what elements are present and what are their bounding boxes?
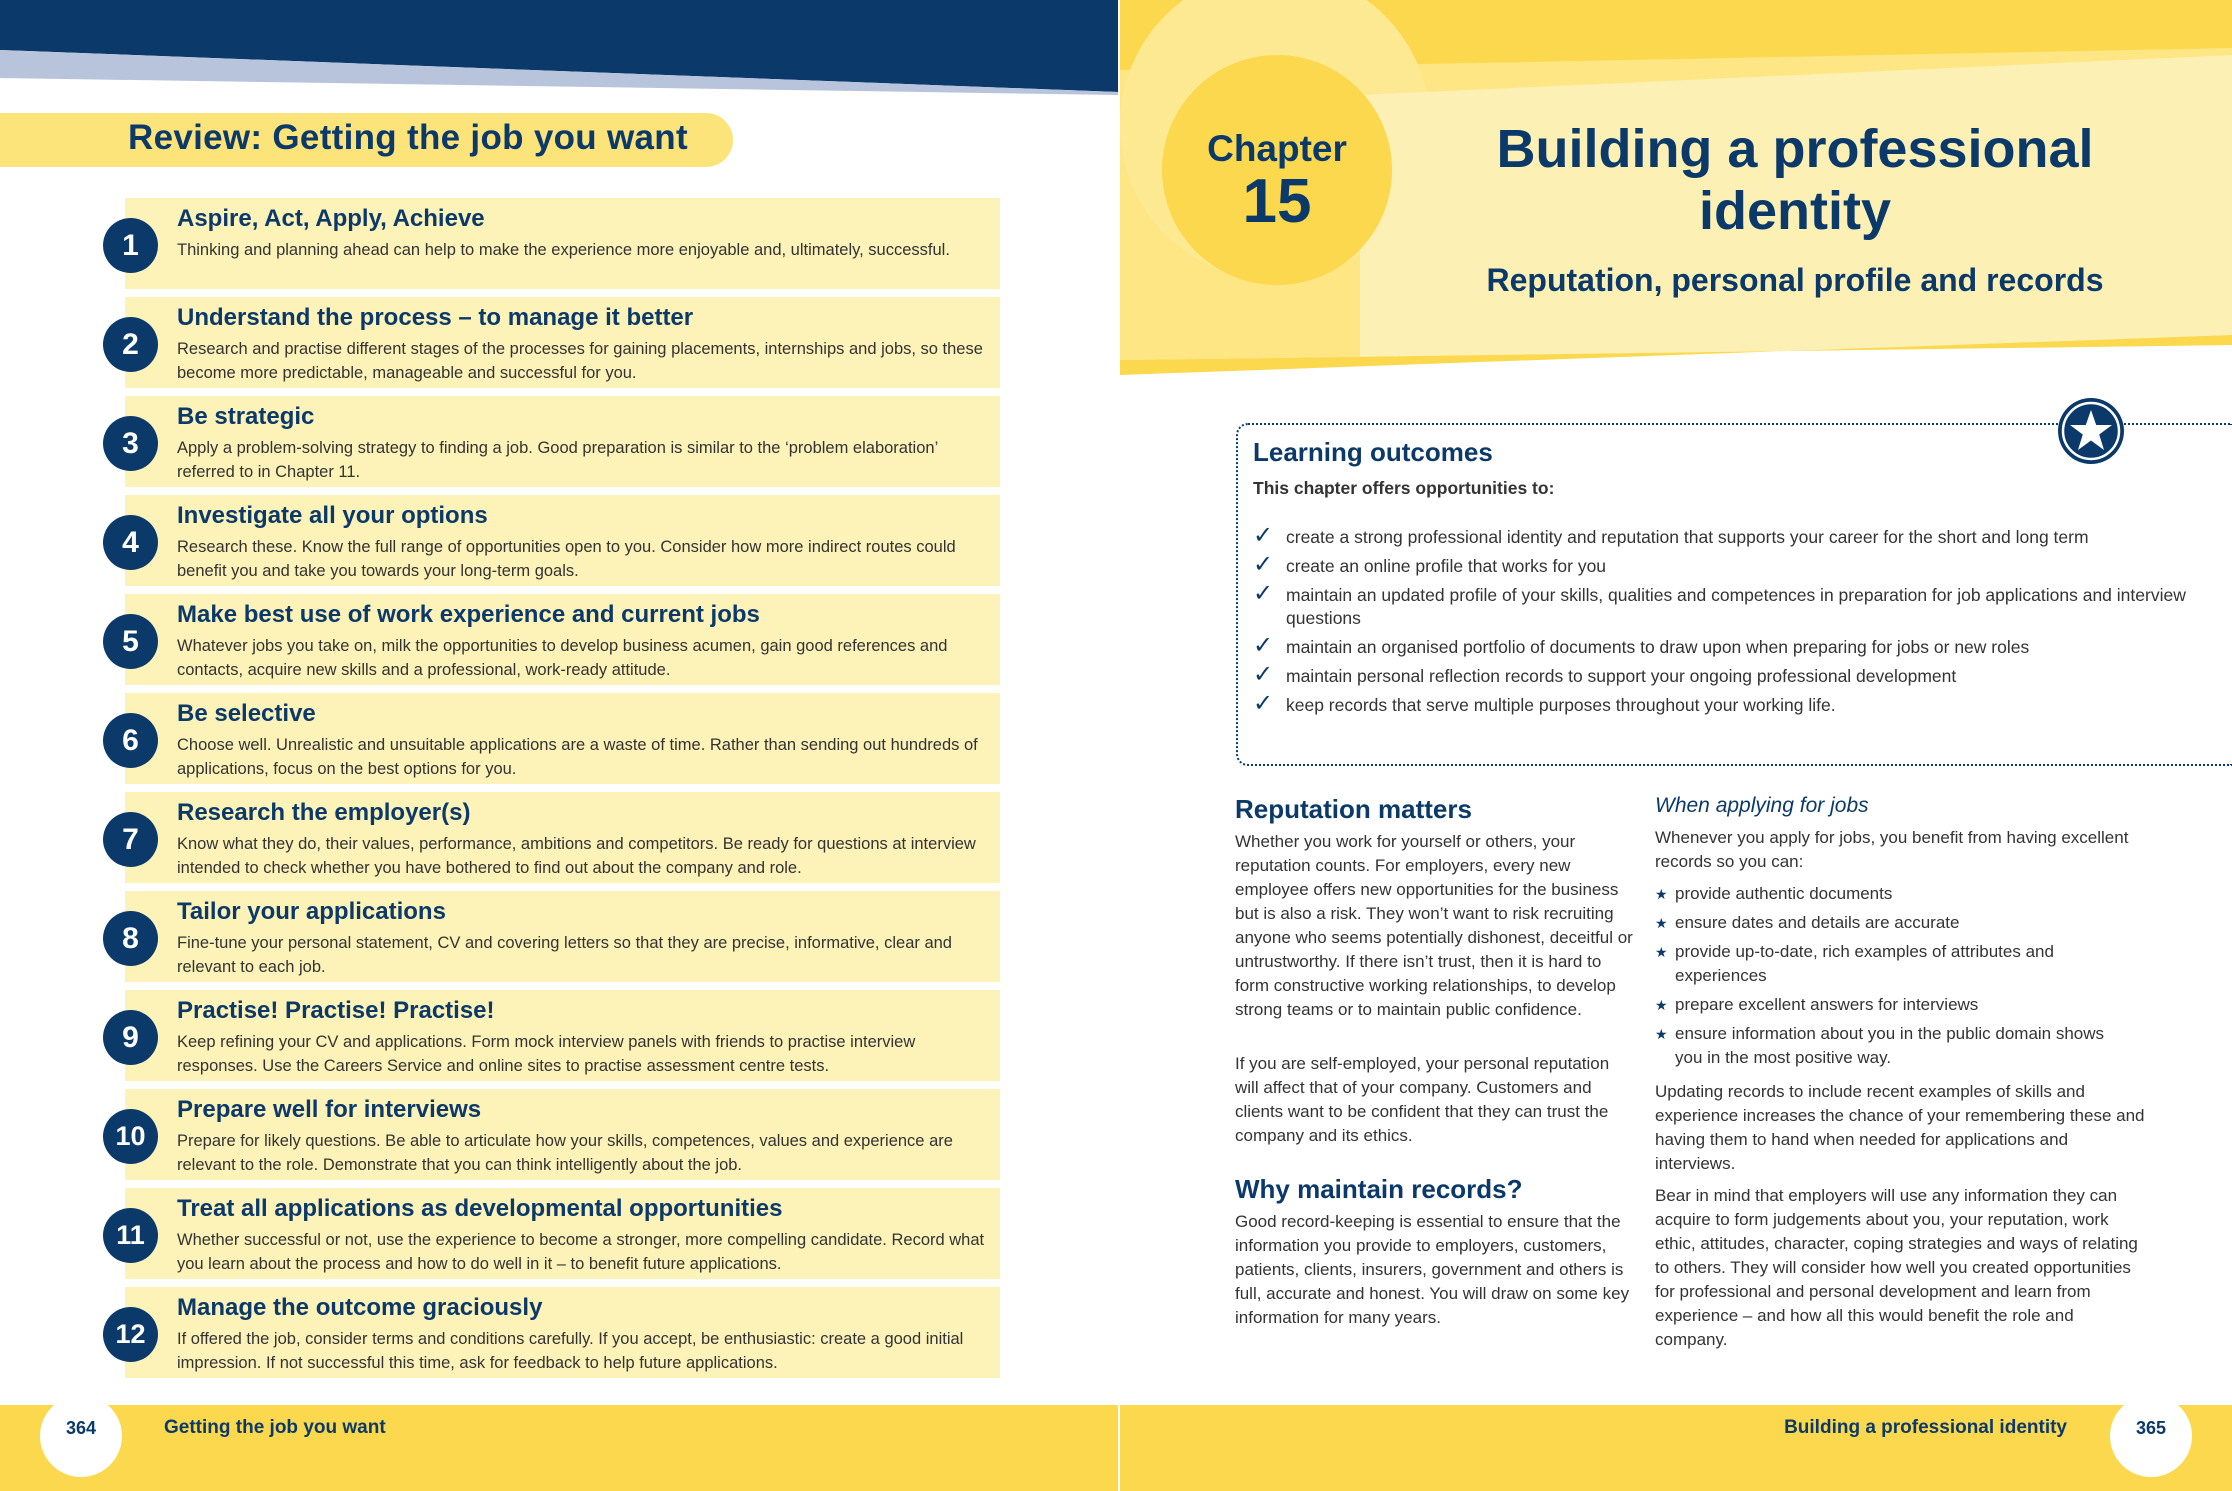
applying-heading: When applying for jobs xyxy=(1655,794,1869,817)
review-item-number: 10 xyxy=(103,1109,158,1164)
left-page-number: 364 xyxy=(65,1418,97,1438)
checkmark-icon: ✓ xyxy=(1253,522,1274,549)
applying-list-text: ensure information about you in the public domain shows you in the most positive way. xyxy=(1675,1024,2105,1067)
review-item-title: Investigate all your options xyxy=(177,502,488,529)
applying-list-item xyxy=(1655,911,2135,935)
review-item xyxy=(0,196,1000,289)
learning-outcome-text: create an online profile that works for you xyxy=(1286,556,1607,576)
learning-outcomes-intro: This chapter offers opportunities to: xyxy=(1253,478,1555,498)
reputation-heading: Reputation matters xyxy=(1235,794,1472,824)
applying-list-text: prepare excellent answers for interviews xyxy=(1675,995,1979,1014)
review-item xyxy=(0,1186,1000,1279)
learning-outcome-item xyxy=(1253,580,2213,630)
checkmark-icon: ✓ xyxy=(1253,551,1274,578)
reputation-paragraph: If you are self-employed, your personal reputation will affect that of your company. Customers and clients want to be confident that they can trust the company and its ethics. xyxy=(1235,1054,1610,1145)
checkmark-icon: ✓ xyxy=(1253,580,1274,607)
review-item-body: Whatever jobs you take on, milk the opportunities to develop business acumen, gain good references and contacts, acquire new skills and a professional, work-ready attitude. xyxy=(177,637,948,679)
review-item-number: 7 xyxy=(103,812,158,867)
review-item-title: Tailor your applications xyxy=(177,898,446,925)
star-icon xyxy=(2058,398,2124,464)
review-item-number: 6 xyxy=(103,713,158,768)
applying-intro: Whenever you apply for jobs, you benefit from having excellent records so you can: xyxy=(1655,828,2129,871)
checkmark-icon: ✓ xyxy=(1253,661,1274,688)
bullet-star-icon: ★ xyxy=(1655,944,1668,960)
review-item xyxy=(0,1087,1000,1180)
learning-outcome-text: maintain an updated profile of your skills, qualities and competences in preparation for job applications and interview questions xyxy=(1286,585,2186,628)
applying-list-item xyxy=(1655,1022,2135,1070)
review-item-title: Make best use of work experience and current jobs xyxy=(177,601,760,628)
right-page-number: 365 xyxy=(2135,1418,2167,1438)
review-item-body: Research and practise different stages of the processes for gaining placements, internships and jobs, so these become more predictable, manageable and successful for you. xyxy=(177,340,983,382)
reputation-paragraph: Whether you work for yourself or others, your reputation counts. For employers, every new employee offers new opportunities for the business but is also a risk. They won’t want to risk recruiting anyone who seems potentially dishonest, deceitful or untrustworthy. If there isn’t trust, then it is hard to form constructive working relationships, to develop strong teams or to maintain public confidence. xyxy=(1235,832,1633,1019)
applying-list-text: provide up-to-date, rich examples of attributes and experiences xyxy=(1675,942,2054,985)
records-heading: Why maintain records? xyxy=(1235,1174,1523,1204)
chapter-label: Chapter xyxy=(1207,128,1347,169)
learning-outcome-item xyxy=(1253,690,2213,717)
review-item-body: Keep refining your CV and applications. Form mock interview panels with friends to practise interview responses. Use the Careers Service and online sites to practise assessment centre tests. xyxy=(177,1033,916,1075)
right-running-title: Building a professional identity xyxy=(1784,1417,2067,1438)
review-item xyxy=(0,790,1000,883)
right-page xyxy=(1120,0,2232,1491)
applying-paragraph: Bear in mind that employers will use any information they can acquire to form judgements about you, your reputation, work ethic, attitudes, character, coping strategies and ways of relating to others. They will consider how well you created opportunities for professional and personal development and learn from experience – and how all this would benefit the role and company. xyxy=(1655,1186,2138,1349)
applying-paragraph: Updating records to include recent examples of skills and experience increases the chance of your remembering these and having them to hand when needed for applications and interviews. xyxy=(1655,1082,2145,1173)
review-item xyxy=(0,691,1000,784)
review-item-number: 5 xyxy=(103,614,158,669)
applying-list-item xyxy=(1655,940,2135,988)
applying-list-item xyxy=(1655,993,2135,1017)
review-item xyxy=(0,988,1000,1081)
review-item-body: If offered the job, consider terms and conditions carefully. If you accept, be enthusiastic: create a good initial impression. If not successful this time, ask for feedback to help future applications. xyxy=(177,1330,964,1372)
review-item-title: Research the employer(s) xyxy=(177,799,471,826)
review-item-number: 3 xyxy=(103,416,158,471)
bullet-star-icon: ★ xyxy=(1655,886,1668,902)
chapter-title: Building a professional identity xyxy=(1496,119,2094,241)
review-item-number: 12 xyxy=(103,1307,158,1362)
learning-outcome-item xyxy=(1253,661,2213,688)
review-item-title: Treat all applications as developmental opportunities xyxy=(177,1195,783,1222)
chapter-subtitle: Reputation, personal profile and records xyxy=(1486,262,2104,298)
review-title: Review: Getting the job you want xyxy=(128,118,688,157)
review-item xyxy=(0,592,1000,685)
checkmark-icon: ✓ xyxy=(1253,632,1274,659)
review-item-title: Be strategic xyxy=(177,403,315,430)
applying-list-text: provide authentic documents xyxy=(1675,884,1893,903)
left-footer xyxy=(0,1405,1118,1491)
review-item-title: Aspire, Act, Apply, Achieve xyxy=(177,205,485,232)
review-item xyxy=(0,493,1000,586)
learning-outcome-item xyxy=(1253,522,2213,549)
records-paragraph: Good record-keeping is essential to ensure that the information you provide to employers, customers, patients, clients, insurers, government and others is full, accurate and honest. You will draw on some key information for many years. xyxy=(1235,1212,1630,1327)
review-item-title: Prepare well for interviews xyxy=(177,1096,482,1123)
learning-outcome-item xyxy=(1253,551,2213,578)
review-item xyxy=(0,1285,1000,1378)
left-header-banner xyxy=(0,0,1118,95)
review-item-title: Understand the process – to manage it better xyxy=(177,304,694,331)
learning-outcome-text: maintain personal reflection records to support your ongoing professional development xyxy=(1286,666,1957,686)
bullet-star-icon: ★ xyxy=(1655,915,1668,931)
review-item-number: 2 xyxy=(103,317,158,372)
chapter-number: 15 xyxy=(1242,167,1312,236)
review-item-body: Whether successful or not, use the experience to become a stronger, more compelling candidate. Record what you learn about the process and how to do well in it – to benefit future applications. xyxy=(177,1231,985,1273)
review-item-number: 8 xyxy=(103,911,158,966)
learning-outcome-text: create a strong professional identity and reputation that supports your career for the short and long term xyxy=(1286,527,2089,547)
applying-list-text: ensure dates and details are accurate xyxy=(1675,913,1960,932)
learning-outcomes-list xyxy=(1253,522,2213,723)
review-item-body: Thinking and planning ahead can help to make the experience more enjoyable and, ultimately, successful. xyxy=(177,241,950,259)
review-item-title: Practise! Practise! Practise! xyxy=(177,997,495,1024)
review-item-body: Prepare for likely questions. Be able to articulate how your skills, competences, values and experience are relevant to the role. Demonstrate that you can think intelligently about the job. xyxy=(177,1132,953,1174)
review-item xyxy=(0,394,1000,487)
review-item xyxy=(0,295,1000,388)
learning-outcome-item xyxy=(1253,632,2213,659)
review-item-body: Know what they do, their values, performance, ambitions and competitors. Be ready for questions at interview intended to check whether you have bothered to find out about the company and role. xyxy=(177,835,976,877)
left-running-title: Getting the job you want xyxy=(164,1417,386,1438)
review-item-body: Fine-tune your personal statement, CV and covering letters so that they are precise, informative, clear and relevant to each job. xyxy=(177,934,952,976)
bullet-star-icon: ★ xyxy=(1655,997,1668,1013)
learning-outcome-text: keep records that serve multiple purposes throughout your working life. xyxy=(1286,695,1836,715)
review-item-number: 9 xyxy=(103,1010,158,1065)
review-item-number: 4 xyxy=(103,515,158,570)
bullet-star-icon: ★ xyxy=(1655,1026,1668,1042)
applying-list-item xyxy=(1655,882,2135,906)
review-item-body: Apply a problem-solving strategy to finding a job. Good preparation is similar to the ‘problem elaboration’ referred to in Chapter 11. xyxy=(177,439,938,481)
learning-outcomes-title: Learning outcomes xyxy=(1253,437,1493,467)
review-item xyxy=(0,889,1000,982)
review-item-title: Manage the outcome graciously xyxy=(177,1294,543,1321)
applying-list xyxy=(1655,882,2135,1075)
learning-outcome-text: maintain an organised portfolio of documents to draw upon when preparing for jobs or new roles xyxy=(1286,637,2030,657)
checkmark-icon: ✓ xyxy=(1253,690,1274,717)
review-item-body: Research these. Know the full range of opportunities open to you. Consider how more indirect routes could benefit you and take you towards your long-term goals. xyxy=(177,538,956,580)
right-footer xyxy=(1120,1405,2232,1491)
review-item-title: Be selective xyxy=(177,700,316,727)
review-item-body: Choose well. Unrealistic and unsuitable applications are a waste of time. Rather than sending out hundreds of applications, focus on the best options for you. xyxy=(177,736,978,778)
review-item-number: 11 xyxy=(103,1208,158,1263)
review-item-number: 1 xyxy=(103,218,158,273)
